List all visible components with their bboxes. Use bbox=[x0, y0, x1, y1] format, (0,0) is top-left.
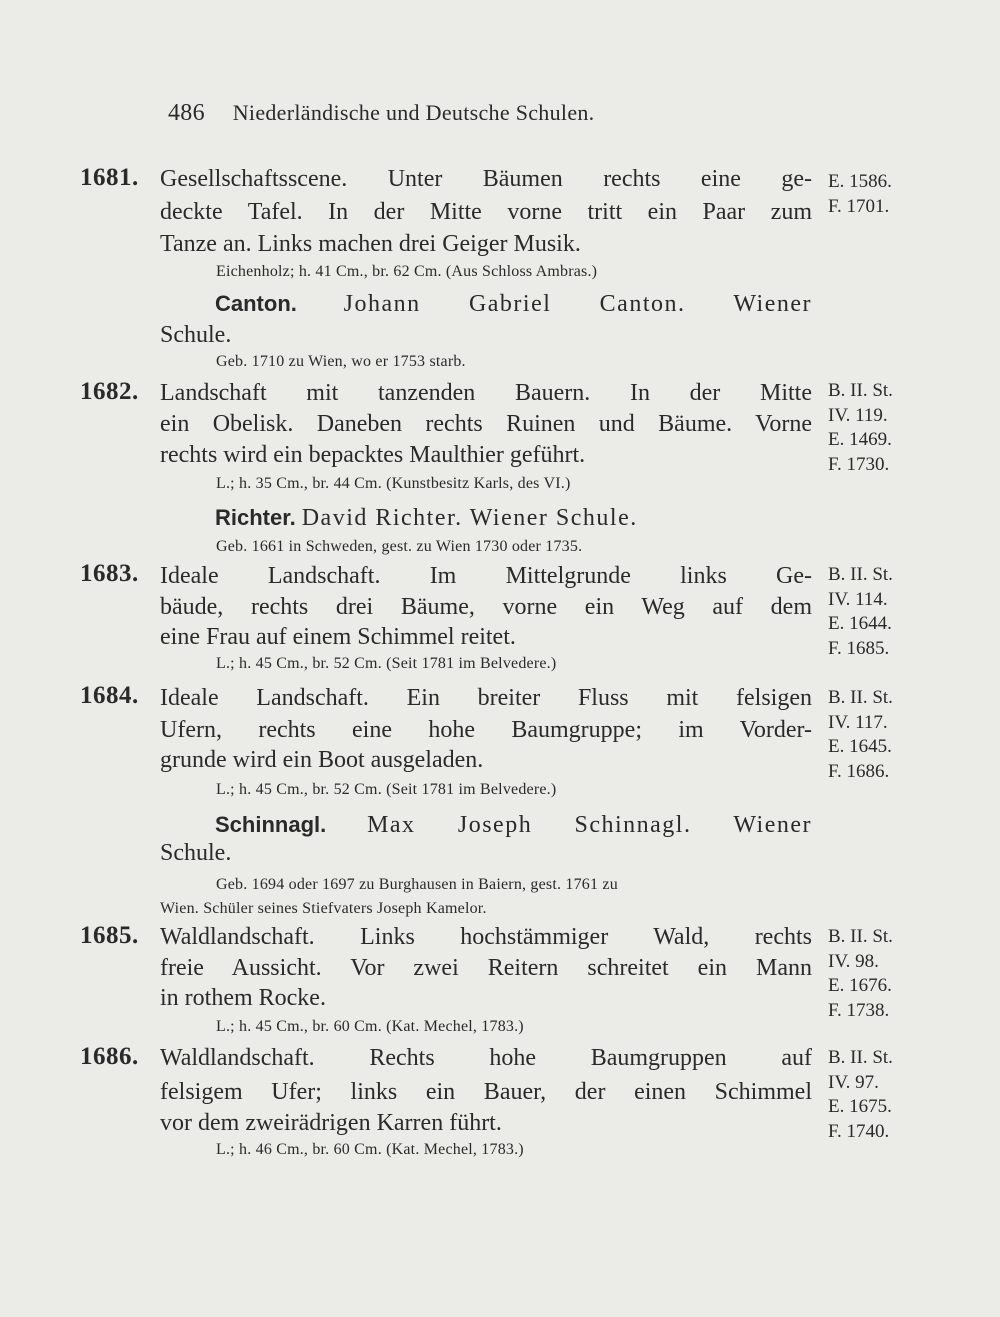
entry-text-line: Waldlandschaft. Links hochstämmiger Wald, rechts bbox=[160, 924, 812, 950]
entry-text-line: deckte Tafel. In der Mitte vorne tritt ein Paar zum bbox=[160, 199, 812, 225]
entry-number: 1681. bbox=[80, 164, 139, 191]
entry-medium-dimensions: L.; h. 45 Cm., br. 52 Cm. (Seit 1781 im Belvedere.) bbox=[216, 781, 557, 798]
ref-line: F. 1701. bbox=[828, 195, 890, 217]
ref-line: F. 1685. bbox=[828, 637, 890, 659]
ref-line: F. 1740. bbox=[828, 1120, 890, 1142]
ref-line: B. II. St. bbox=[828, 1047, 893, 1068]
artist-heading-line bbox=[215, 503, 812, 533]
entry-medium-dimensions: L.; h. 46 Cm., br. 60 Cm. (Kat. Mechel, 1783.) bbox=[216, 1141, 524, 1158]
ref-line: B. II. St. bbox=[828, 564, 893, 585]
artist-full-name: Johann Gabriel Canton. Wiener bbox=[343, 291, 812, 317]
ref-line: B. II. St. bbox=[828, 926, 893, 947]
entry-medium-dimensions: L.; h. 45 Cm., br. 60 Cm. (Kat. Mechel, 1783.) bbox=[216, 1018, 524, 1035]
entry-text-line: vor dem zweirädrigen Karren führt. bbox=[160, 1110, 502, 1136]
ref-line: IV. 119. bbox=[828, 404, 888, 426]
entry-text-line: grunde wird ein Boot ausgeladen. bbox=[160, 747, 484, 773]
ref-line: E. 1586. bbox=[828, 171, 892, 192]
entry-text-line: eine Frau auf einem Schimmel reitet. bbox=[160, 624, 516, 650]
entry-references bbox=[828, 686, 893, 784]
artist-bio: Geb. 1694 oder 1697 zu Burghausen in Baiern, gest. 1761 zu bbox=[216, 876, 618, 893]
entry-references bbox=[828, 170, 892, 219]
artist-bio: Geb. 1661 in Schweden, gest. zu Wien 1730 oder 1735. bbox=[216, 538, 583, 555]
ref-line: F. 1738. bbox=[828, 999, 890, 1021]
entry-medium-dimensions: L.; h. 45 Cm., br. 52 Cm. (Seit 1781 im Belvedere.) bbox=[216, 655, 557, 672]
entry-text-line: Landschaft mit tanzenden Bauern. In der Mitte bbox=[160, 380, 812, 406]
entry-references bbox=[828, 1046, 893, 1144]
ref-line: B. II. St. bbox=[828, 687, 893, 708]
entry-number: 1686. bbox=[80, 1043, 139, 1070]
entry-text-line: Ufern, rechts eine hohe Baumgruppe; im Vorder- bbox=[160, 717, 812, 743]
page-number: 486 bbox=[168, 100, 205, 126]
artist-heading-cont: Schule. bbox=[160, 322, 232, 348]
entry-number: 1685. bbox=[80, 922, 139, 949]
entry-text-line: Tanze an. Links machen drei Geiger Musik. bbox=[160, 231, 581, 257]
entry-text-line: felsigem Ufer; links ein Bauer, der einen Schimmel bbox=[160, 1079, 812, 1105]
entry-text-line: in rothem Rocke. bbox=[160, 985, 326, 1011]
ref-line: IV. 117. bbox=[828, 711, 888, 733]
artist-heading-line bbox=[215, 810, 812, 840]
entry-references bbox=[828, 563, 893, 661]
running-header bbox=[168, 100, 595, 127]
entry-text-line: freie Aussicht. Vor zwei Reitern schreitet ein Mann bbox=[160, 955, 812, 981]
ref-line: F. 1686. bbox=[828, 760, 890, 782]
artist-short-name: Richter. bbox=[215, 505, 296, 530]
artist-heading-cont: Schule. bbox=[160, 840, 232, 866]
entry-number: 1683. bbox=[80, 560, 139, 587]
entry-text-line: Waldlandschaft. Rechts hohe Baumgruppen auf bbox=[160, 1045, 812, 1071]
ref-line: IV. 97. bbox=[828, 1071, 879, 1093]
entry-text-line: ein Obelisk. Daneben rechts Ruinen und Bäume. Vorne bbox=[160, 411, 812, 437]
running-head-title: Niederländische und Deutsche Schulen. bbox=[232, 100, 595, 125]
entry-text-line: Gesellschaftsscene. Unter Bäumen rechts eine ge- bbox=[160, 166, 812, 192]
entry-text-line: rechts wird ein bepacktes Maulthier geführt. bbox=[160, 442, 586, 468]
entry-references bbox=[828, 925, 893, 1023]
entry-references bbox=[828, 379, 893, 477]
ref-line: IV. 114. bbox=[828, 588, 888, 610]
entry-medium-dimensions: Eichenholz; h. 41 Cm., br. 62 Cm. (Aus Schloss Ambras.) bbox=[216, 263, 598, 280]
ref-line: E. 1645. bbox=[828, 736, 892, 757]
artist-heading-line bbox=[215, 289, 812, 319]
ref-line: E. 1676. bbox=[828, 975, 892, 996]
ref-line: E. 1675. bbox=[828, 1096, 892, 1117]
entry-number: 1684. bbox=[80, 682, 139, 709]
entry-number: 1682. bbox=[80, 378, 139, 405]
ref-line: B. II. St. bbox=[828, 380, 893, 401]
entry-text-line: bäude, rechts drei Bäume, vorne ein Weg auf dem bbox=[160, 594, 812, 620]
entry-medium-dimensions: L.; h. 35 Cm., br. 44 Cm. (Kunstbesitz Karls, des VI.) bbox=[216, 475, 571, 492]
artist-bio: Geb. 1710 zu Wien, wo er 1753 starb. bbox=[216, 353, 466, 370]
entry-text-line: Ideale Landschaft. Ein breiter Fluss mit felsigen bbox=[160, 685, 812, 711]
ref-line: F. 1730. bbox=[828, 453, 890, 475]
artist-short-name: Schinnagl. bbox=[215, 812, 327, 837]
ref-line: IV. 98. bbox=[828, 950, 879, 972]
artist-full-name: David Richter. Wiener Schule. bbox=[301, 505, 638, 531]
artist-short-name: Canton. bbox=[215, 291, 297, 316]
ref-line: E. 1644. bbox=[828, 613, 892, 634]
artist-bio: Wien. Schüler seines Stiefvaters Joseph Kamelor. bbox=[160, 900, 487, 917]
ref-line: E. 1469. bbox=[828, 429, 892, 450]
entry-text-line: Ideale Landschaft. Im Mittelgrunde links Ge- bbox=[160, 563, 812, 589]
artist-full-name: Max Joseph Schinnagl. Wiener bbox=[367, 812, 812, 838]
